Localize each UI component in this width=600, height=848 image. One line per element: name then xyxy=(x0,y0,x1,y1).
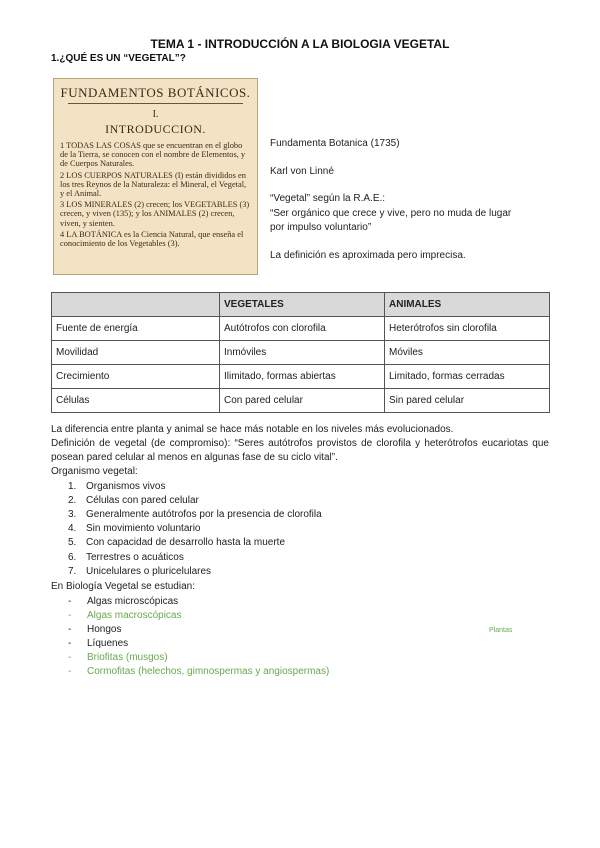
study-item: - Líquenes xyxy=(68,638,129,649)
study-item: - Algas macroscópicas xyxy=(68,610,182,621)
table-cell: Limitado, formas cerradas xyxy=(385,365,550,389)
list-item: 3. Generalmente autótrofos por la presencia de clorofila xyxy=(68,509,322,520)
paragraph-difference: La diferencia entre planta y animal se hace más notable en los niveles más evolucionados. xyxy=(51,424,454,435)
list-item: 4. Sin movimiento voluntario xyxy=(68,523,201,534)
info-rae-label: “Vegetal” según la R.A.E.: xyxy=(270,193,386,204)
book-body xyxy=(60,141,251,250)
study-item: - Cormofitas (helechos, gimnospermas y angiospermas) xyxy=(68,666,330,677)
table-cell: Células xyxy=(52,389,220,413)
table-cell: Ilimitado, formas abiertas xyxy=(220,365,385,389)
table-header-cell: ANIMALES xyxy=(385,293,550,317)
book-title: FUNDAMENTOS BOTÁNICOS. xyxy=(60,85,251,100)
table-cell: Movilidad xyxy=(52,341,220,365)
study-item: - Algas microscópicas xyxy=(68,596,179,607)
book-paragraph: 3 LOS MINERALES (2) crecen; los VEGETABLES (3) crecen, y viven (135); y los ANIMALES (2) crecen, viven, y sienten. xyxy=(60,200,250,228)
table-row xyxy=(52,341,550,365)
org-heading: Organismo vegetal: xyxy=(51,466,138,477)
table-header-row xyxy=(52,293,550,317)
info-note: La definición es aproximada pero imprecisa. xyxy=(270,250,466,261)
section-heading: 1.¿QUÉ ES UN “VEGETAL”? xyxy=(51,53,186,64)
table-header-cell xyxy=(52,293,220,317)
table-cell: Con pared celular xyxy=(220,389,385,413)
table-cell: Sin pared celular xyxy=(385,389,550,413)
list-item: 2. Células con pared celular xyxy=(68,495,199,506)
info-source: Fundamenta Botanica (1735) xyxy=(270,138,400,149)
table-cell: Inmóviles xyxy=(220,341,385,365)
paragraph-definition: Definición de vegetal (de compromiso): “Seres autótrofos provistos de clorofila y heterótrofos eucariotas que posean pared celular al menos en algunas fase de su ciclo vital”. xyxy=(51,438,549,463)
book-section: INTRODUCCION. xyxy=(105,122,206,136)
book-paragraph: 1 TODAS LAS COSAS que se encuentran en el globo de la Tierra, se conocen con el nombre de Elementos, y de Cuerpos Naturales. xyxy=(60,141,246,169)
table-cell: Fuente de energía xyxy=(52,317,220,341)
table-row xyxy=(52,317,550,341)
table-cell: Crecimiento xyxy=(52,365,220,389)
table-cell: Autótrofos con clorofila xyxy=(220,317,385,341)
table-cell: Móviles xyxy=(385,341,550,365)
study-item: - Briofitas (musgos) xyxy=(68,652,168,663)
list-item: 5. Con capacidad de desarrollo hasta la muerte xyxy=(68,537,286,548)
document-title: TEMA 1 - INTRODUCCIÓN A LA BIOLOGIA VEGETAL xyxy=(150,37,450,51)
comparison-table xyxy=(51,292,550,413)
list-item: 1. Organismos vivos xyxy=(68,481,166,492)
table-cell: Heterótrofos sin clorofila xyxy=(385,317,550,341)
book-rule xyxy=(68,103,243,104)
study-heading: En Biología Vegetal se estudian: xyxy=(51,581,195,592)
table-row xyxy=(52,389,550,413)
info-author: Karl von Linné xyxy=(270,166,334,177)
book-paragraph: 4 LA BOTÁNICA es la Ciencia Natural, que enseña el conocimiento de los Vegetables (3). xyxy=(60,229,244,249)
book-number: I. xyxy=(152,109,159,120)
info-definition-1: “Ser orgánico que crece y vive, pero no muda de lugar xyxy=(270,208,512,219)
table-row xyxy=(52,365,550,389)
plantas-label: Plantas xyxy=(489,627,513,634)
list-item: 7. Unicelulares o pluricelulares xyxy=(68,566,212,577)
book-paragraph: 2 LOS CUERPOS NATURALES (I) están divididos en los tres Reynos de la Naturaleza: el Mineral, el Vegetal, y el Animal. xyxy=(60,170,247,199)
list-item: 6. Terrestres o acuáticos xyxy=(68,552,184,563)
info-definition-2: por impulso voluntario” xyxy=(270,222,372,233)
table-header-cell: VEGETALES xyxy=(220,293,385,317)
fundamenta-botanica-scan xyxy=(53,78,258,275)
study-item: - Hongos xyxy=(68,624,122,635)
